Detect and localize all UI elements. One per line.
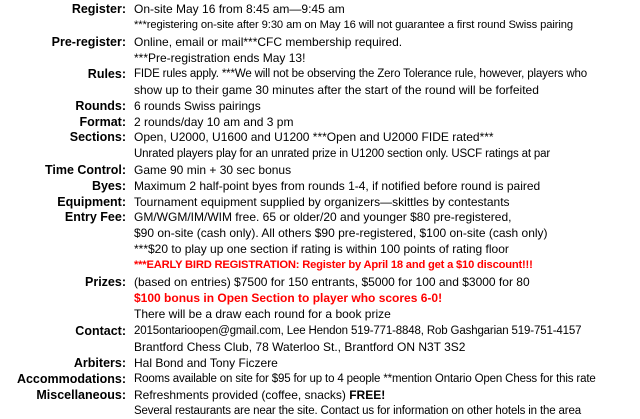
register-row bbox=[0, 1, 640, 17]
time-control-row bbox=[0, 162, 640, 178]
format-value: 2 rounds/day 10 am and 3 pm bbox=[134, 115, 294, 129]
miscellaneous-note-row bbox=[0, 403, 640, 419]
entry-fee-onsite: $90 on-site (cash only). All others $90 pre-registered, $100 on-site (cash only) bbox=[134, 226, 548, 240]
contact-row bbox=[0, 323, 640, 339]
byes-row bbox=[0, 178, 640, 194]
prizes-draw: There will be a draw each round for a book prize bbox=[134, 307, 391, 321]
prizes-draw-row bbox=[0, 306, 640, 322]
accommodations-row bbox=[0, 371, 640, 387]
time-control-value: Game 90 min + 30 sec bonus bbox=[134, 163, 292, 177]
prizes-label: Prizes: bbox=[85, 275, 126, 289]
miscellaneous-label: Miscellaneous: bbox=[36, 388, 126, 402]
early-bird-row bbox=[0, 257, 640, 273]
format-label: Format: bbox=[79, 115, 126, 129]
contact-address: Brantford Chess Club, 78 Waterloo St., Brantford ON N3T 3S2 bbox=[134, 340, 466, 354]
byes-value: Maximum 2 half-point byes from rounds 1-4, if notified before round is paired bbox=[134, 179, 541, 193]
sections-label: Sections: bbox=[69, 130, 126, 144]
contact-label: Contact: bbox=[75, 324, 126, 338]
preregister-note-row bbox=[0, 50, 640, 66]
preregister-note: ***Pre-registration ends May 13! bbox=[134, 51, 306, 65]
rounds-value: 6 rounds Swiss pairings bbox=[134, 99, 261, 113]
miscellaneous-row bbox=[0, 387, 640, 403]
arbiters-value: Hal Bond and Tony Ficzere bbox=[134, 356, 278, 370]
prizes-value: (based on entries) $7500 for 150 entrants, $5000 for 100 and $3000 for 80 bbox=[134, 275, 530, 289]
register-note: ***registering on-site after 9:30 am on May 16 will not guarantee a first round Swiss pairing bbox=[134, 19, 574, 31]
register-note-row bbox=[0, 17, 640, 33]
format-row bbox=[0, 114, 640, 130]
rounds-row bbox=[0, 98, 640, 114]
sections-row bbox=[0, 129, 640, 145]
entry-fee-playup: ***$20 to play up one section if rating is within 100 points of rating floor bbox=[134, 242, 509, 256]
equipment-label: Equipment: bbox=[57, 195, 126, 209]
accommodations-label: Accommodations: bbox=[16, 372, 126, 386]
rules-note: show up to their game 30 minutes after the start of the round will be forfeited bbox=[134, 83, 539, 97]
equipment-row bbox=[0, 194, 640, 210]
prizes-bonus: $100 bonus in Open Section to player who scores 6-0! bbox=[134, 291, 443, 305]
preregister-value: Online, email or mail***CFC membership required. bbox=[134, 35, 403, 49]
sections-note-row bbox=[0, 146, 640, 162]
entry-fee-value: GM/WGM/IM/WIM free. 65 or older/20 and younger $80 pre-registered, bbox=[134, 210, 512, 224]
prizes-bonus-row bbox=[0, 290, 640, 306]
contact-address-row bbox=[0, 339, 640, 355]
rules-label: Rules: bbox=[87, 67, 126, 81]
early-bird-notice: ***EARLY BIRD REGISTRATION: Register by April 18 and get a $10 discount!!! bbox=[134, 259, 533, 271]
miscellaneous-value bbox=[134, 387, 385, 403]
time-control-label: Time Control: bbox=[44, 163, 126, 177]
miscellaneous-note: Several restaurants are near the site. Contact us for information on other hotels in the area bbox=[134, 405, 581, 417]
entry-fee-line3-row bbox=[0, 241, 640, 257]
rounds-label: Rounds: bbox=[75, 99, 126, 113]
entry-fee-row bbox=[0, 209, 640, 225]
contact-value[interactable]: 2015ontarioopen@gmail.com, Lee Hendon 519-771-8848, Rob Gashgarian 519-751-4157 bbox=[134, 325, 582, 337]
rules-note-row bbox=[0, 82, 640, 98]
arbiters-label: Arbiters: bbox=[73, 356, 126, 370]
rules-row bbox=[0, 66, 640, 82]
entry-fee-line2-row bbox=[0, 225, 640, 241]
preregister-label: Pre-register: bbox=[51, 35, 126, 49]
refreshments-text: Refreshments provided (coffee, snacks) bbox=[134, 388, 350, 402]
accommodations-value: Rooms available on site for $95 for up to 4 people **mention Ontario Open Chess for this rate bbox=[134, 373, 596, 385]
byes-label: Byes: bbox=[91, 179, 126, 193]
preregister-row bbox=[0, 34, 640, 50]
equipment-value: Tournament equipment supplied by organizers—skittles by contestants bbox=[134, 195, 510, 209]
sections-note: Unrated players play for an unrated prize in U1200 section only. USCF ratings at par bbox=[134, 148, 551, 160]
prizes-row bbox=[0, 274, 640, 290]
free-text: FREE! bbox=[349, 388, 386, 402]
entry-fee-label: Entry Fee: bbox=[64, 210, 126, 224]
register-value: On-site May 16 from 8:45 am—9:45 am bbox=[134, 2, 345, 16]
rules-value: FIDE rules apply. ***We will not be observing the Zero Tolerance rule, however, players who bbox=[134, 68, 587, 80]
sections-value: Open, U2000, U1600 and U1200 ***Open and U2000 FIDE rated*** bbox=[134, 130, 494, 144]
register-label: Register: bbox=[71, 2, 126, 16]
arbiters-row bbox=[0, 355, 640, 371]
